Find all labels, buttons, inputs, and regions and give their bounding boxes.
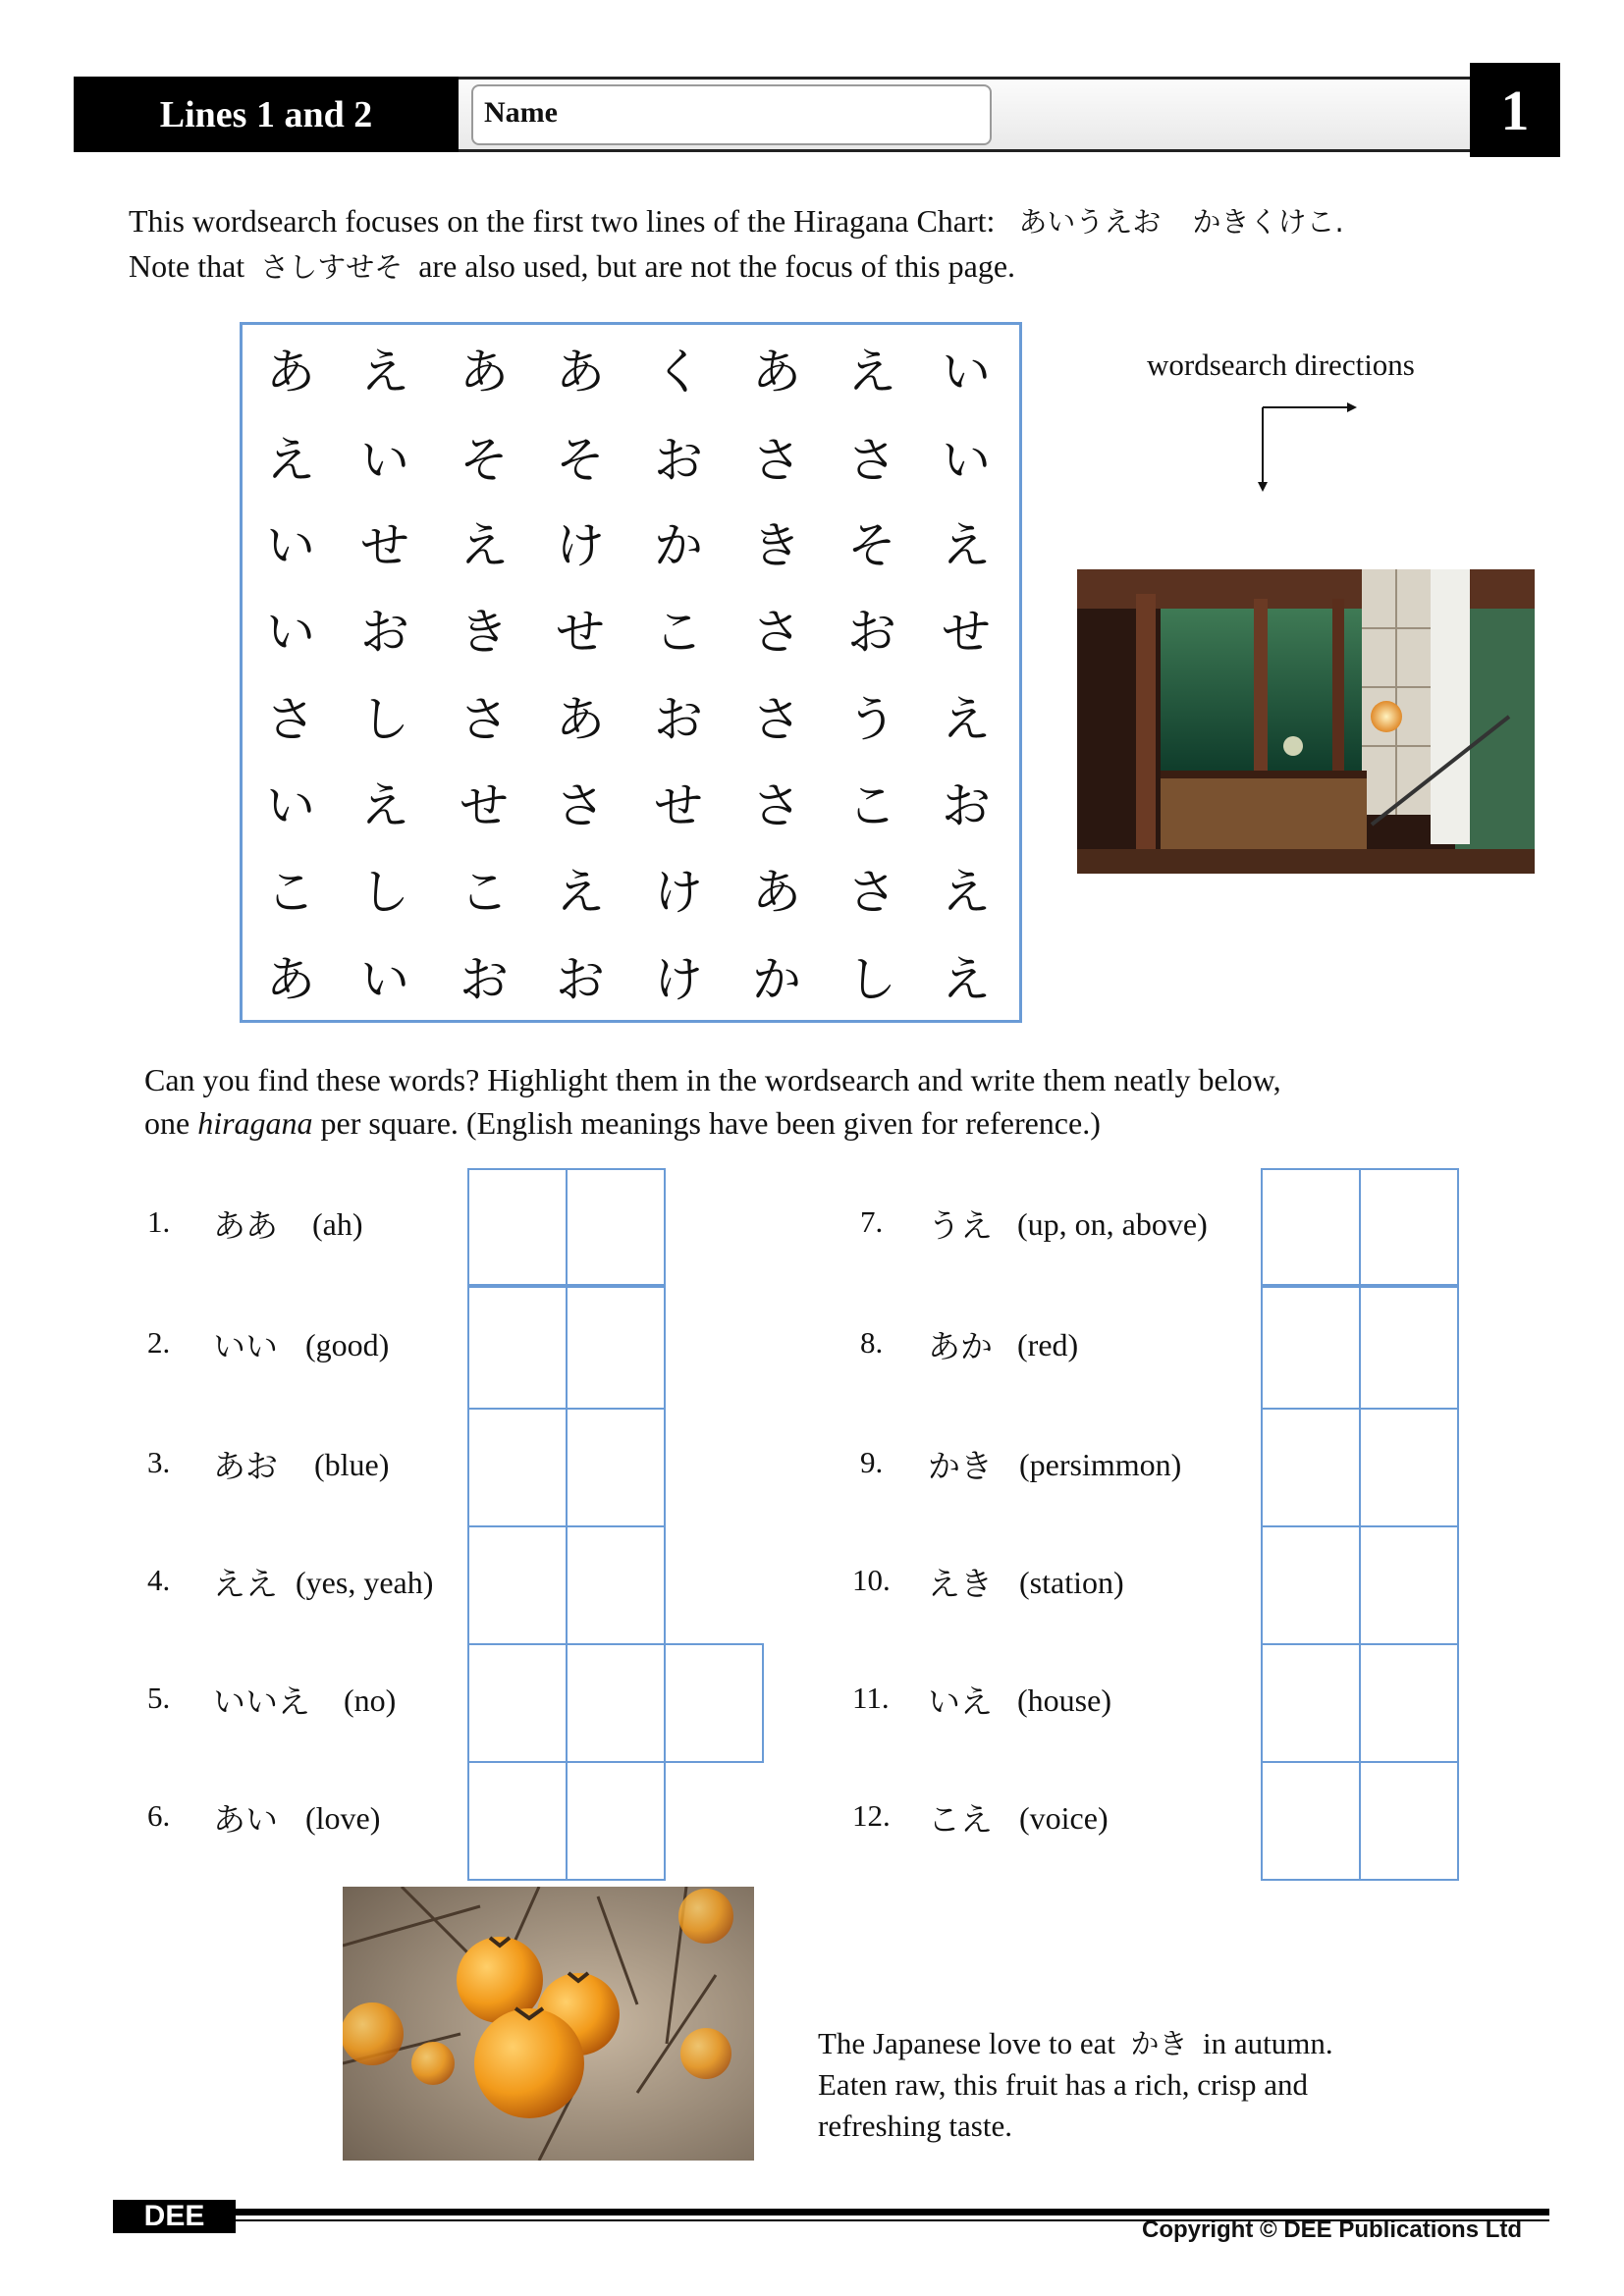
answer-box[interactable] [1261,1286,1361,1410]
caption-line-3: refreshing taste. [818,2109,1012,2143]
intro-text: This wordsearch focuses on the first two lines of the Hiragana Chart: [129,203,996,239]
directions-label: wordsearch directions [1147,347,1415,382]
answer-box[interactable] [566,1761,666,1881]
word-number: 12. [852,1798,891,1833]
wordsearch-cell[interactable]: せ [460,777,509,834]
wordsearch-cell[interactable]: こ [847,777,896,834]
answer-box[interactable] [664,1643,764,1763]
answer-box[interactable] [566,1643,666,1763]
wordsearch-cell[interactable]: お [460,951,509,1008]
answer-box[interactable] [566,1168,666,1286]
intro-line-2 [129,244,1015,290]
wordsearch-cell[interactable]: か [654,517,703,574]
wordsearch-cell[interactable]: こ [654,604,703,661]
answer-box[interactable] [1359,1761,1459,1881]
word-number: 5. [147,1681,171,1715]
wordsearch-cell[interactable]: そ [556,432,605,489]
instructions-line-2 [144,1101,1101,1146]
answer-box[interactable] [467,1286,568,1410]
word-number: 9. [860,1445,884,1479]
word-meaning: (ah) [312,1206,363,1242]
answer-box[interactable] [1261,1761,1361,1881]
wordsearch-cell[interactable]: さ [847,864,896,921]
word-number: 1. [147,1204,171,1239]
wordsearch-cell[interactable]: え [360,344,409,400]
wordsearch-cell[interactable]: あ [556,344,605,400]
wordsearch-cell[interactable]: え [942,517,991,574]
wordsearch-cell[interactable]: し [847,951,896,1008]
wordsearch-cell[interactable]: さ [847,432,896,489]
word-number: 2. [147,1325,171,1360]
wordsearch-cell[interactable]: そ [460,432,509,489]
word-meaning: (yes, yeah) [296,1565,434,1600]
caption-end: in autumn. [1203,2026,1333,2060]
answer-box[interactable] [1359,1408,1459,1527]
word-hiragana: あい [213,1800,278,1839]
wordsearch-cell[interactable]: お [942,777,991,834]
answer-box[interactable] [1261,1643,1361,1763]
intro-note-start: Note that [129,248,245,284]
caption-kana: かき [1130,2027,1188,2060]
word-number: 11. [852,1681,890,1715]
answer-box[interactable] [467,1408,568,1527]
persimmon-photo [343,1887,754,2161]
answer-box[interactable] [566,1408,666,1527]
wordsearch-cell[interactable]: か [752,951,801,1008]
answer-box[interactable] [566,1525,666,1645]
word-number: 10. [852,1563,891,1597]
japanese-room-photo [1077,569,1535,874]
wordsearch-cell[interactable]: え [460,517,509,574]
wordsearch-cell[interactable]: き [752,517,801,574]
wordsearch-cell[interactable]: こ [266,864,315,921]
name-label: Name [484,96,558,129]
wordsearch-cell[interactable]: さ [752,604,801,661]
wordsearch-cell[interactable]: え [847,344,896,400]
wordsearch-cell[interactable]: せ [942,604,991,661]
wordsearch-cell[interactable]: お [360,604,409,661]
answer-box[interactable] [467,1643,568,1763]
wordsearch-cell[interactable]: い [266,777,315,834]
word-hiragana: いえ [928,1682,993,1721]
word-hiragana: かき [928,1447,993,1485]
instructions-start: one [144,1105,190,1141]
wordsearch-cell[interactable]: さ [752,432,801,489]
answer-box[interactable] [1359,1168,1459,1286]
wordsearch-cell[interactable]: お [654,432,703,489]
word-number: 7. [860,1204,884,1239]
wordsearch-cell[interactable]: え [266,432,315,489]
wordsearch-cell[interactable]: あ [556,691,605,748]
word-meaning: (station) [1019,1565,1124,1600]
answer-box[interactable] [467,1761,568,1881]
wordsearch-cell[interactable]: お [654,691,703,748]
wordsearch-cell[interactable]: あ [266,951,315,1008]
wordsearch-cell[interactable]: あ [752,864,801,921]
worksheet-title: Lines 1 and 2 [159,93,373,135]
answer-box[interactable] [1359,1525,1459,1645]
wordsearch-cell[interactable]: し [360,691,409,748]
intro-kana-sa-line: さしすせそ [260,250,404,284]
wordsearch-cell[interactable]: さ [556,777,605,834]
word-number: 6. [147,1798,171,1833]
wordsearch-cell[interactable]: え [942,864,991,921]
wordsearch-cell[interactable]: そ [847,517,896,574]
wordsearch-cell[interactable]: う [847,691,896,748]
wordsearch-cell[interactable]: あ [752,344,801,400]
answer-box[interactable] [1261,1408,1361,1527]
wordsearch-cell[interactable]: え [360,777,409,834]
instructions-italic: hiragana [197,1105,313,1141]
wordsearch-cell[interactable]: さ [460,691,509,748]
persimmon-caption [818,2023,1333,2147]
wordsearch-cell[interactable]: く [654,344,703,400]
word-hiragana: こえ [928,1800,993,1839]
word-hiragana: いい [213,1327,278,1365]
word-hiragana: ええ [213,1565,278,1603]
wordsearch-cell[interactable]: お [847,604,896,661]
footer-copyright: Copyright © DEE Publications Ltd [1142,2216,1523,2243]
wordsearch-cell[interactable]: せ [556,604,605,661]
wordsearch-cell[interactable]: け [654,864,703,921]
word-hiragana: うえ [928,1206,993,1245]
wordsearch-cell[interactable]: こ [460,864,509,921]
answer-box[interactable] [1261,1525,1361,1645]
instructions-end: per square. (English meanings have been given for reference.) [320,1105,1101,1141]
wordsearch-cell[interactable]: い [360,432,409,489]
intro-kana-ka-line: かきくけこ. [1192,205,1344,239]
wordsearch-cell[interactable]: き [460,604,509,661]
wordsearch-cell[interactable]: い [942,344,991,400]
wordsearch-cell[interactable]: せ [360,517,409,574]
wordsearch-cell[interactable]: い [266,604,315,661]
instructions-line-1: Can you find these words? Highlight them in the wordsearch and write them neatly below, [144,1062,1281,1097]
word-hiragana: えき [928,1565,993,1603]
wordsearch-cell[interactable]: け [654,951,703,1008]
wordsearch-cell[interactable]: え [556,864,605,921]
word-meaning: (blue) [314,1447,390,1482]
answer-box[interactable] [467,1525,568,1645]
wordsearch-cell[interactable]: あ [266,344,315,400]
answer-box[interactable] [1359,1286,1459,1410]
directions-arrow-icon [1247,398,1365,496]
wordsearch-cell[interactable]: さ [266,691,315,748]
answer-box[interactable] [1261,1168,1361,1286]
word-number: 8. [860,1325,884,1360]
word-hiragana: あお [213,1447,278,1485]
word-meaning: (love) [305,1800,381,1836]
word-meaning: (red) [1017,1327,1079,1362]
answer-box[interactable] [467,1168,568,1286]
word-number: 4. [147,1563,171,1597]
footer-brand: DEE [113,2200,236,2233]
intro-note-end: are also used, but are not the focus of this page. [418,248,1016,284]
word-hiragana: ああ [213,1206,278,1245]
wordsearch-cell[interactable]: さ [752,777,801,834]
intro-line-1 [129,199,1344,244]
word-meaning: (house) [1017,1682,1111,1718]
wordsearch-cell[interactable]: い [360,951,409,1008]
wordsearch-grid [240,322,1022,1023]
caption-line-2: Eaten raw, this fruit has a rich, crisp and [818,2067,1308,2102]
wordsearch-cell[interactable]: お [556,951,605,1008]
word-meaning: (good) [305,1327,390,1362]
wordsearch-cell[interactable]: あ [460,344,509,400]
wordsearch-cell[interactable]: い [942,432,991,489]
word-hiragana: いいえ [213,1682,310,1721]
wordsearch-cell[interactable]: し [360,864,409,921]
footer-rule-thick [236,2209,1549,2216]
caption-start: The Japanese love to eat [818,2026,1115,2060]
word-number: 3. [147,1445,171,1479]
word-meaning: (voice) [1019,1800,1109,1836]
wordsearch-cell[interactable]: さ [752,691,801,748]
wordsearch-cell[interactable]: え [942,691,991,748]
intro-kana-a-line: あいうえお [1018,205,1162,239]
wordsearch-cell[interactable]: い [266,517,315,574]
page-number: 1 [1470,63,1560,157]
wordsearch-cell[interactable]: せ [654,777,703,834]
answer-box[interactable] [566,1286,666,1410]
answer-box[interactable] [1359,1643,1459,1763]
word-hiragana: あか [928,1327,993,1365]
word-meaning: (persimmon) [1019,1447,1182,1482]
wordsearch-cell[interactable]: え [942,951,991,1008]
caption-line-1 [818,2023,1333,2064]
wordsearch-cell[interactable]: け [556,517,605,574]
word-meaning: (no) [344,1682,397,1718]
word-meaning: (up, on, above) [1017,1206,1208,1242]
